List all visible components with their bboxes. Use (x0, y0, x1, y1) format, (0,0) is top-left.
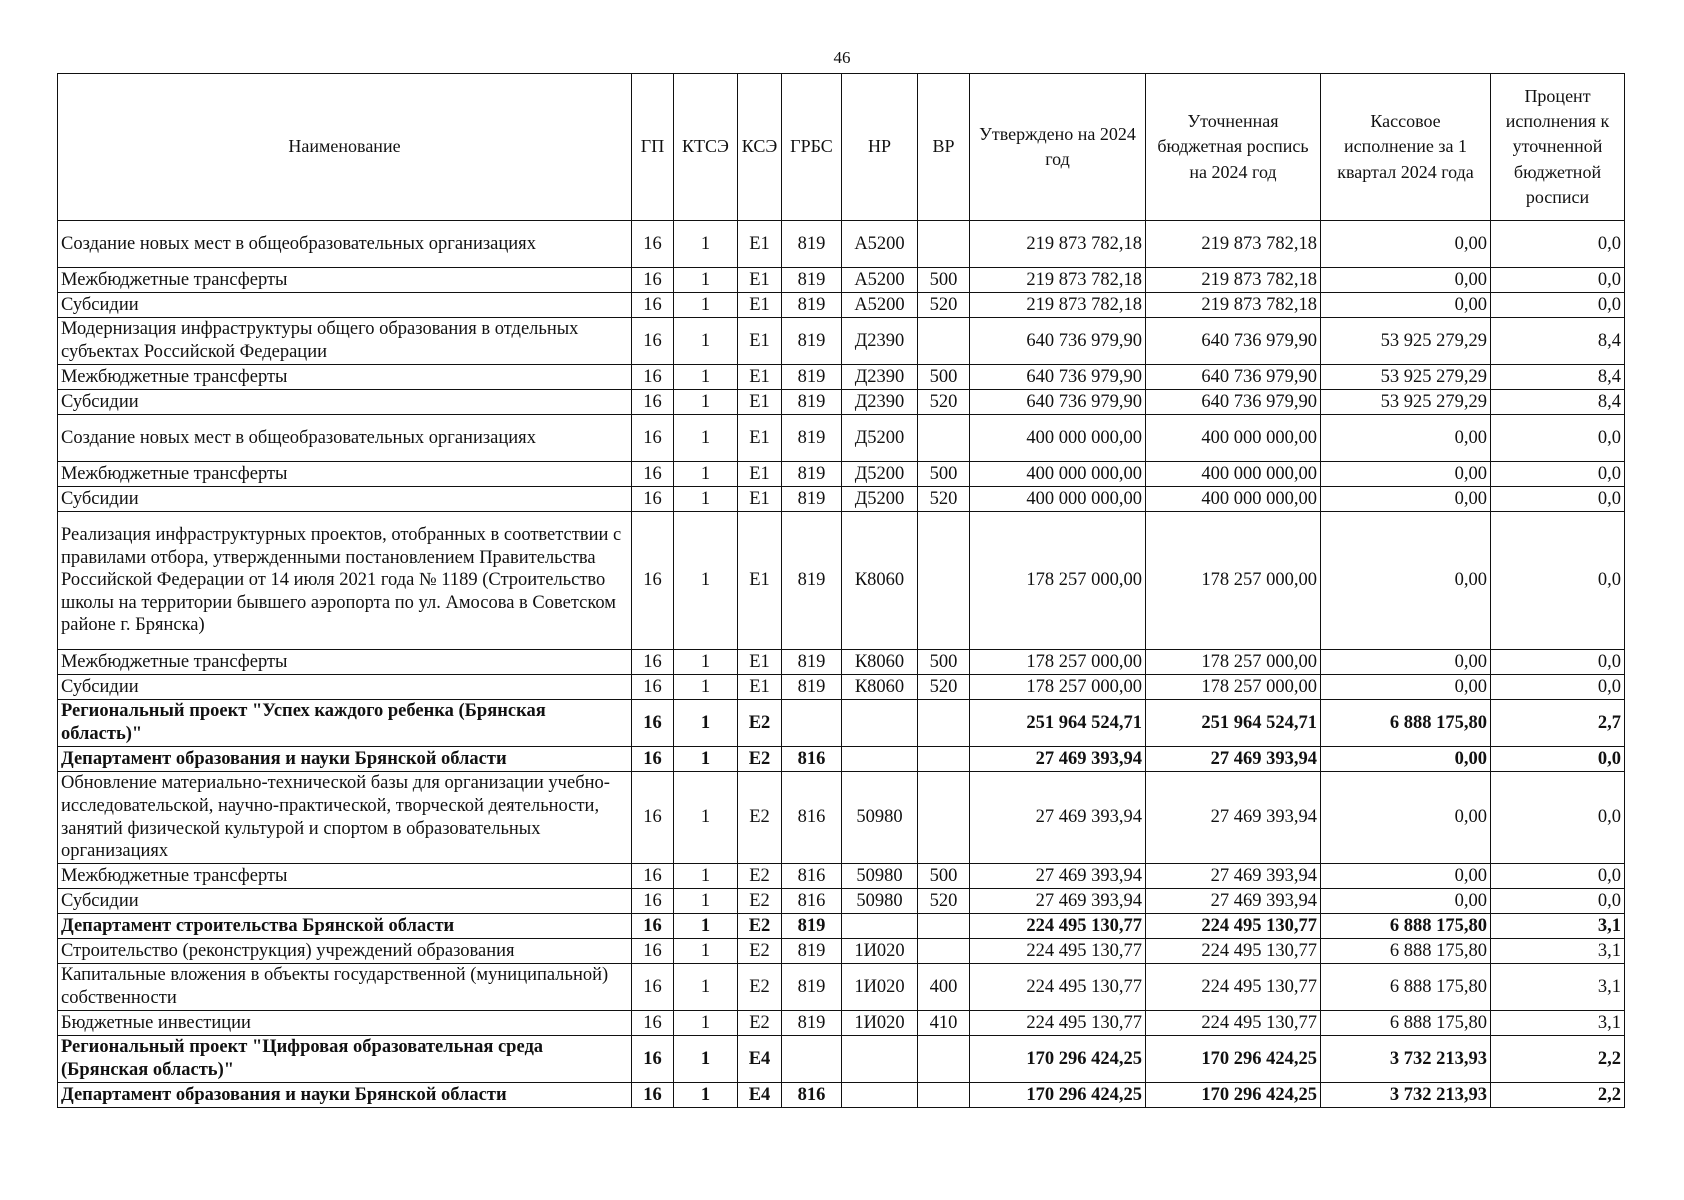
cell-approved: 27 469 393,94 (970, 889, 1146, 914)
cell-gp: 16 (632, 1083, 674, 1108)
cell-cash: 6 888 175,80 (1321, 964, 1491, 1011)
cell-name: Межбюджетные трансферты (58, 268, 632, 293)
cell-name: Региональный проект "Успех каждого ребенка (Брянская область)" (58, 700, 632, 747)
cell-kse: E2 (738, 964, 782, 1011)
cell-vr: 400 (918, 964, 970, 1011)
cell-gp: 16 (632, 221, 674, 268)
cell-approved: 27 469 393,94 (970, 864, 1146, 889)
cell-gp: 16 (632, 1036, 674, 1083)
cell-cash: 0,00 (1321, 512, 1491, 650)
cell-name: Бюджетные инвестиции (58, 1011, 632, 1036)
cell-vr: 520 (918, 675, 970, 700)
table-row (58, 221, 1625, 268)
cell-nr: А5200 (842, 268, 918, 293)
table-row (58, 939, 1625, 964)
cell-ktse: 1 (674, 747, 738, 772)
cell-vr (918, 914, 970, 939)
cell-vr: 520 (918, 889, 970, 914)
cell-cash: 0,00 (1321, 462, 1491, 487)
cell-name: Департамент образования и науки Брянской области (58, 1083, 632, 1108)
table-row (58, 1036, 1625, 1083)
cell-cash: 3 732 213,93 (1321, 1083, 1491, 1108)
cell-vr (918, 1036, 970, 1083)
cell-name: Субсидии (58, 390, 632, 415)
table-body (58, 221, 1625, 1108)
cell-name: Субсидии (58, 293, 632, 318)
cell-grbs: 819 (782, 914, 842, 939)
cell-ktse: 1 (674, 964, 738, 1011)
header-percent: Процент исполнения к уточненной бюджетной росписи (1491, 74, 1625, 221)
cell-refined: 219 873 782,18 (1146, 293, 1321, 318)
cell-kse: E2 (738, 914, 782, 939)
cell-ktse: 1 (674, 650, 738, 675)
cell-name: Субсидии (58, 487, 632, 512)
cell-grbs: 819 (782, 939, 842, 964)
cell-vr (918, 772, 970, 864)
cell-grbs: 816 (782, 772, 842, 864)
cell-approved: 400 000 000,00 (970, 462, 1146, 487)
cell-kse: E1 (738, 415, 782, 462)
cell-nr: А5200 (842, 293, 918, 318)
cell-vr: 500 (918, 268, 970, 293)
cell-refined: 224 495 130,77 (1146, 914, 1321, 939)
cell-vr (918, 221, 970, 268)
cell-ktse: 1 (674, 914, 738, 939)
cell-vr (918, 700, 970, 747)
cell-nr: 1И020 (842, 964, 918, 1011)
cell-ktse: 1 (674, 268, 738, 293)
cell-cash: 6 888 175,80 (1321, 939, 1491, 964)
cell-grbs: 816 (782, 1083, 842, 1108)
cell-nr: Д5200 (842, 462, 918, 487)
cell-kse: E2 (738, 700, 782, 747)
cell-name: Капитальные вложения в объекты государственной (муниципальной) собственности (58, 964, 632, 1011)
cell-percent: 2,2 (1491, 1083, 1625, 1108)
table-row (58, 772, 1625, 864)
cell-gp: 16 (632, 1011, 674, 1036)
cell-vr (918, 512, 970, 650)
cell-grbs: 819 (782, 1011, 842, 1036)
cell-grbs: 816 (782, 889, 842, 914)
cell-refined: 27 469 393,94 (1146, 889, 1321, 914)
cell-refined: 170 296 424,25 (1146, 1083, 1321, 1108)
cell-name: Межбюджетные трансферты (58, 462, 632, 487)
cell-name: Департамент образования и науки Брянской области (58, 747, 632, 772)
cell-refined: 178 257 000,00 (1146, 675, 1321, 700)
cell-approved: 170 296 424,25 (970, 1083, 1146, 1108)
cell-percent: 0,0 (1491, 487, 1625, 512)
table-row (58, 675, 1625, 700)
cell-cash: 0,00 (1321, 864, 1491, 889)
cell-cash: 0,00 (1321, 650, 1491, 675)
cell-refined: 224 495 130,77 (1146, 939, 1321, 964)
cell-approved: 640 736 979,90 (970, 390, 1146, 415)
cell-vr: 500 (918, 462, 970, 487)
cell-vr: 520 (918, 487, 970, 512)
cell-percent: 0,0 (1491, 675, 1625, 700)
cell-vr (918, 415, 970, 462)
cell-percent: 3,1 (1491, 964, 1625, 1011)
cell-ktse: 1 (674, 512, 738, 650)
cell-nr: Д5200 (842, 487, 918, 512)
cell-kse: E1 (738, 221, 782, 268)
cell-vr: 500 (918, 650, 970, 675)
cell-cash: 53 925 279,29 (1321, 365, 1491, 390)
cell-ktse: 1 (674, 939, 738, 964)
cell-cash: 0,00 (1321, 268, 1491, 293)
cell-ktse: 1 (674, 415, 738, 462)
cell-percent: 0,0 (1491, 268, 1625, 293)
cell-nr: К8060 (842, 512, 918, 650)
table-row (58, 293, 1625, 318)
cell-grbs (782, 700, 842, 747)
cell-approved: 224 495 130,77 (970, 914, 1146, 939)
cell-nr: Д2390 (842, 365, 918, 390)
cell-nr: 50980 (842, 889, 918, 914)
cell-refined: 219 873 782,18 (1146, 221, 1321, 268)
cell-percent: 0,0 (1491, 512, 1625, 650)
header-ktse: КТСЭ (674, 74, 738, 221)
cell-nr: 50980 (842, 772, 918, 864)
cell-ktse: 1 (674, 889, 738, 914)
table-row (58, 390, 1625, 415)
cell-gp: 16 (632, 747, 674, 772)
cell-gp: 16 (632, 268, 674, 293)
cell-refined: 640 736 979,90 (1146, 318, 1321, 365)
cell-nr: А5200 (842, 221, 918, 268)
cell-grbs: 819 (782, 293, 842, 318)
cell-cash: 6 888 175,80 (1321, 700, 1491, 747)
cell-ktse: 1 (674, 700, 738, 747)
cell-approved: 219 873 782,18 (970, 221, 1146, 268)
cell-percent: 8,4 (1491, 365, 1625, 390)
cell-refined: 224 495 130,77 (1146, 964, 1321, 1011)
cell-cash: 0,00 (1321, 889, 1491, 914)
table-row (58, 1083, 1625, 1108)
cell-vr: 500 (918, 365, 970, 390)
cell-cash: 53 925 279,29 (1321, 390, 1491, 415)
cell-grbs: 819 (782, 487, 842, 512)
table-row (58, 864, 1625, 889)
table-row (58, 964, 1625, 1011)
cell-cash: 3 732 213,93 (1321, 1036, 1491, 1083)
cell-gp: 16 (632, 415, 674, 462)
cell-refined: 178 257 000,00 (1146, 650, 1321, 675)
table-row (58, 1011, 1625, 1036)
header-kse: КСЭ (738, 74, 782, 221)
table-row (58, 700, 1625, 747)
cell-ktse: 1 (674, 221, 738, 268)
cell-approved: 640 736 979,90 (970, 318, 1146, 365)
cell-grbs: 819 (782, 221, 842, 268)
table-row (58, 318, 1625, 365)
header-vr: ВР (918, 74, 970, 221)
cell-cash: 0,00 (1321, 415, 1491, 462)
cell-nr (842, 1083, 918, 1108)
cell-refined: 27 469 393,94 (1146, 747, 1321, 772)
cell-approved: 178 257 000,00 (970, 650, 1146, 675)
cell-kse: E1 (738, 365, 782, 390)
cell-grbs: 819 (782, 365, 842, 390)
cell-approved: 178 257 000,00 (970, 675, 1146, 700)
cell-ktse: 1 (674, 462, 738, 487)
cell-vr: 520 (918, 390, 970, 415)
table-header-row (58, 74, 1625, 221)
cell-name: Строительство (реконструкция) учреждений образования (58, 939, 632, 964)
cell-grbs: 819 (782, 268, 842, 293)
cell-name: Модернизация инфраструктуры общего образования в отдельных субъектах Российской Федерации (58, 318, 632, 365)
cell-name: Региональный проект "Цифровая образовательная среда (Брянская область)" (58, 1036, 632, 1083)
cell-approved: 219 873 782,18 (970, 293, 1146, 318)
cell-percent: 3,1 (1491, 914, 1625, 939)
cell-ktse: 1 (674, 772, 738, 864)
cell-kse: E2 (738, 772, 782, 864)
cell-percent: 8,4 (1491, 318, 1625, 365)
cell-percent: 2,7 (1491, 700, 1625, 747)
cell-nr (842, 700, 918, 747)
cell-vr (918, 939, 970, 964)
cell-kse: E2 (738, 1011, 782, 1036)
cell-approved: 219 873 782,18 (970, 268, 1146, 293)
cell-ktse: 1 (674, 864, 738, 889)
cell-kse: E1 (738, 462, 782, 487)
cell-gp: 16 (632, 512, 674, 650)
cell-nr: 50980 (842, 864, 918, 889)
cell-percent: 0,0 (1491, 415, 1625, 462)
cell-kse: E1 (738, 293, 782, 318)
cell-nr: К8060 (842, 650, 918, 675)
cell-kse: E1 (738, 675, 782, 700)
budget-report-table (57, 73, 1625, 1108)
cell-percent: 0,0 (1491, 772, 1625, 864)
cell-percent: 3,1 (1491, 1011, 1625, 1036)
cell-cash: 0,00 (1321, 772, 1491, 864)
cell-percent: 3,1 (1491, 939, 1625, 964)
cell-percent: 8,4 (1491, 390, 1625, 415)
cell-refined: 27 469 393,94 (1146, 772, 1321, 864)
cell-refined: 251 964 524,71 (1146, 700, 1321, 747)
cell-name: Обновление материально-технической базы для организации учебно-исследовательской, научно-практической, творческой деятельности, занятий физической культурой и спортом в образовательных организациях (58, 772, 632, 864)
table-row (58, 268, 1625, 293)
cell-kse: E4 (738, 1083, 782, 1108)
cell-refined: 224 495 130,77 (1146, 1011, 1321, 1036)
cell-approved: 170 296 424,25 (970, 1036, 1146, 1083)
cell-grbs: 819 (782, 318, 842, 365)
cell-name: Департамент строительства Брянской области (58, 914, 632, 939)
cell-ktse: 1 (674, 1011, 738, 1036)
cell-approved: 251 964 524,71 (970, 700, 1146, 747)
table-row (58, 650, 1625, 675)
cell-ktse: 1 (674, 293, 738, 318)
cell-gp: 16 (632, 772, 674, 864)
cell-vr (918, 747, 970, 772)
cell-refined: 400 000 000,00 (1146, 462, 1321, 487)
cell-nr (842, 1036, 918, 1083)
cell-percent: 0,0 (1491, 462, 1625, 487)
cell-nr (842, 747, 918, 772)
cell-gp: 16 (632, 365, 674, 390)
cell-gp: 16 (632, 318, 674, 365)
table-row (58, 747, 1625, 772)
cell-cash: 0,00 (1321, 487, 1491, 512)
cell-percent: 0,0 (1491, 293, 1625, 318)
cell-grbs (782, 1036, 842, 1083)
cell-kse: E2 (738, 747, 782, 772)
cell-gp: 16 (632, 390, 674, 415)
cell-cash: 0,00 (1321, 675, 1491, 700)
cell-name: Реализация инфраструктурных проектов, отобранных в соответствии с правилами отбора, утвержденными постановлением Правительства Российской Федерации от 14 июля 2021 года № 1189 (Строительство школы на территории бывшего аэропорта по ул. Амосова в Советском районе г. Брянска) (58, 512, 632, 650)
cell-kse: E4 (738, 1036, 782, 1083)
cell-nr: К8060 (842, 675, 918, 700)
cell-approved: 400 000 000,00 (970, 487, 1146, 512)
cell-gp: 16 (632, 939, 674, 964)
cell-kse: E1 (738, 268, 782, 293)
header-gp: ГП (632, 74, 674, 221)
cell-ktse: 1 (674, 1083, 738, 1108)
cell-refined: 640 736 979,90 (1146, 365, 1321, 390)
cell-grbs: 819 (782, 650, 842, 675)
table-row (58, 415, 1625, 462)
cell-grbs: 819 (782, 512, 842, 650)
header-approved: Утверждено на 2024 год (970, 74, 1146, 221)
cell-nr: Д5200 (842, 415, 918, 462)
header-name: Наименование (58, 74, 632, 221)
cell-approved: 400 000 000,00 (970, 415, 1146, 462)
table-row (58, 512, 1625, 650)
cell-grbs: 819 (782, 462, 842, 487)
cell-ktse: 1 (674, 318, 738, 365)
cell-gp: 16 (632, 864, 674, 889)
cell-grbs: 819 (782, 675, 842, 700)
cell-name: Создание новых мест в общеобразовательных организациях (58, 415, 632, 462)
cell-gp: 16 (632, 914, 674, 939)
cell-kse: E2 (738, 864, 782, 889)
cell-approved: 640 736 979,90 (970, 365, 1146, 390)
cell-percent: 0,0 (1491, 650, 1625, 675)
table-row (58, 365, 1625, 390)
cell-grbs: 819 (782, 415, 842, 462)
cell-vr: 410 (918, 1011, 970, 1036)
cell-vr (918, 318, 970, 365)
cell-cash: 0,00 (1321, 293, 1491, 318)
cell-percent: 2,2 (1491, 1036, 1625, 1083)
cell-nr: 1И020 (842, 1011, 918, 1036)
cell-refined: 400 000 000,00 (1146, 415, 1321, 462)
cell-kse: E1 (738, 390, 782, 415)
cell-ktse: 1 (674, 365, 738, 390)
cell-nr: Д2390 (842, 318, 918, 365)
cell-approved: 224 495 130,77 (970, 939, 1146, 964)
cell-ktse: 1 (674, 390, 738, 415)
cell-ktse: 1 (674, 487, 738, 512)
cell-name: Межбюджетные трансферты (58, 365, 632, 390)
table-row (58, 462, 1625, 487)
cell-approved: 224 495 130,77 (970, 1011, 1146, 1036)
header-grbs: ГРБС (782, 74, 842, 221)
cell-ktse: 1 (674, 675, 738, 700)
cell-grbs: 816 (782, 864, 842, 889)
cell-refined: 640 736 979,90 (1146, 390, 1321, 415)
cell-percent: 0,0 (1491, 221, 1625, 268)
cell-nr: Д2390 (842, 390, 918, 415)
cell-vr (918, 1083, 970, 1108)
cell-gp: 16 (632, 487, 674, 512)
cell-name: Межбюджетные трансферты (58, 650, 632, 675)
cell-kse: E1 (738, 650, 782, 675)
cell-name: Субсидии (58, 889, 632, 914)
cell-grbs: 816 (782, 747, 842, 772)
cell-vr: 520 (918, 293, 970, 318)
cell-cash: 0,00 (1321, 747, 1491, 772)
cell-refined: 219 873 782,18 (1146, 268, 1321, 293)
cell-approved: 224 495 130,77 (970, 964, 1146, 1011)
cell-grbs: 819 (782, 964, 842, 1011)
cell-gp: 16 (632, 700, 674, 747)
header-cash: Кассовое исполнение за 1 квартал 2024 года (1321, 74, 1491, 221)
cell-percent: 0,0 (1491, 889, 1625, 914)
cell-refined: 27 469 393,94 (1146, 864, 1321, 889)
cell-refined: 178 257 000,00 (1146, 512, 1321, 650)
cell-kse: E1 (738, 487, 782, 512)
cell-kse: E2 (738, 939, 782, 964)
cell-kse: E2 (738, 889, 782, 914)
cell-gp: 16 (632, 675, 674, 700)
cell-grbs: 819 (782, 390, 842, 415)
cell-nr: 1И020 (842, 939, 918, 964)
cell-name: Субсидии (58, 675, 632, 700)
cell-gp: 16 (632, 964, 674, 1011)
cell-ktse: 1 (674, 1036, 738, 1083)
cell-cash: 6 888 175,80 (1321, 914, 1491, 939)
cell-cash: 0,00 (1321, 221, 1491, 268)
cell-refined: 170 296 424,25 (1146, 1036, 1321, 1083)
table-row (58, 487, 1625, 512)
cell-gp: 16 (632, 650, 674, 675)
cell-cash: 6 888 175,80 (1321, 1011, 1491, 1036)
cell-percent: 0,0 (1491, 747, 1625, 772)
cell-nr (842, 914, 918, 939)
table-row (58, 889, 1625, 914)
cell-name: Создание новых мест в общеобразовательных организациях (58, 221, 632, 268)
cell-approved: 27 469 393,94 (970, 772, 1146, 864)
cell-gp: 16 (632, 889, 674, 914)
cell-name: Межбюджетные трансферты (58, 864, 632, 889)
cell-cash: 53 925 279,29 (1321, 318, 1491, 365)
header-nr: НР (842, 74, 918, 221)
header-refined: Уточненная бюджетная роспись на 2024 год (1146, 74, 1321, 221)
cell-percent: 0,0 (1491, 864, 1625, 889)
cell-gp: 16 (632, 293, 674, 318)
cell-vr: 500 (918, 864, 970, 889)
table-row (58, 914, 1625, 939)
cell-refined: 400 000 000,00 (1146, 487, 1321, 512)
cell-kse: E1 (738, 318, 782, 365)
cell-approved: 27 469 393,94 (970, 747, 1146, 772)
page-number: 46 (833, 48, 851, 67)
cell-gp: 16 (632, 462, 674, 487)
cell-kse: E1 (738, 512, 782, 650)
cell-approved: 178 257 000,00 (970, 512, 1146, 650)
